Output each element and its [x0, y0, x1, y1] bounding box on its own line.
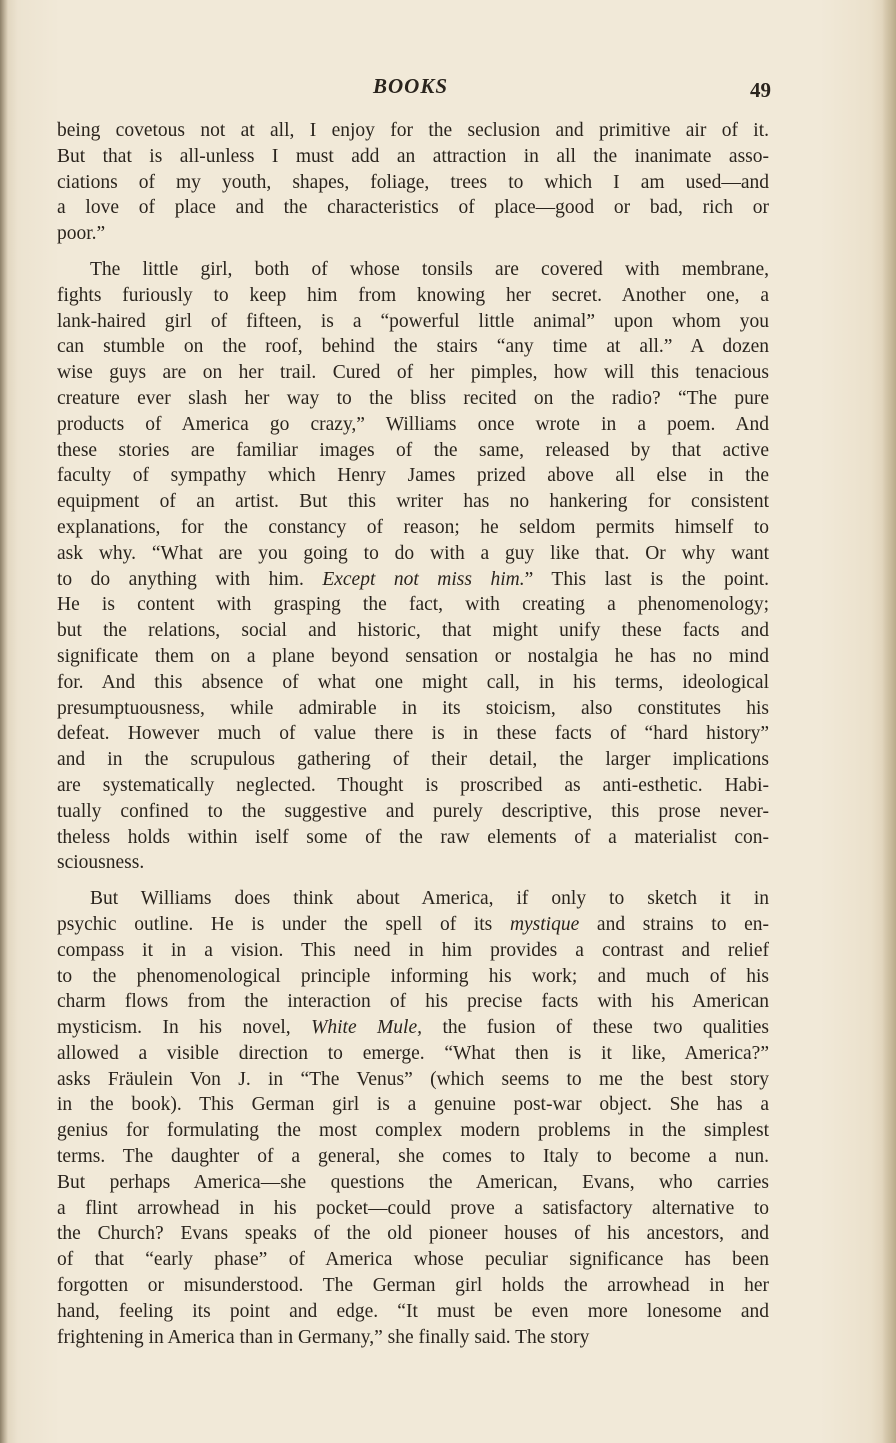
text-line: But perhaps America—she questions the American, Evans, who carries: [57, 1171, 769, 1193]
paragraph-gap: [57, 876, 769, 886]
paragraph: [57, 257, 769, 876]
text-line: frightening in America than in Germany,” she finally said. The story: [57, 1326, 590, 1348]
text-line: to do anything with him. Except not miss him.” This last is the point.: [57, 568, 770, 590]
text-line: He is content with grasping the fact, with creating a phenomenology;: [57, 594, 769, 616]
text-line: to the phenomenological principle informing his work; and much of his: [57, 965, 769, 987]
text-line: faculty of sympathy which Henry James prized above all else in the: [57, 465, 769, 487]
text-line: presumptuousness, while admirable in its stoicism, also constitutes his: [57, 697, 769, 719]
running-head: [0, 74, 896, 104]
text-line: lank-haired girl of fifteen, is a “powerful little animal” upon whom you: [57, 310, 769, 332]
text-line: wise guys are on her trail. Cured of her pimples, how will this tenacious: [57, 362, 769, 384]
text-line: asks Fräulein Von J. in “The Venus” (which seems to me the best story: [57, 1068, 769, 1090]
page-edge: [882, 0, 896, 1443]
text-line: But that is all-unless I must add an attraction in all the inanimate asso-: [57, 145, 769, 167]
text-line: fights furiously to keep him from knowing her secret. Another one, a: [57, 284, 769, 306]
text-line: The little girl, both of whose tonsils are covered with membrane,: [90, 258, 769, 280]
text-line: mysticism. In his novel, White Mule, the fusion of these two qualities: [57, 1017, 769, 1039]
text-line: genius for formulating the most complex modern problems in the simplest: [57, 1120, 769, 1142]
text-line: defeat. However much of value there is in these facts of “hard history”: [57, 723, 769, 745]
paragraph: [57, 118, 769, 247]
text-line: forgotten or misunderstood. The German girl holds the arrowhead in her: [57, 1275, 769, 1297]
text-line: for. And this absence of what one might call, in his terms, ideological: [57, 671, 769, 693]
text-line: psychic outline. He is under the spell of its mystique and strains to en-: [57, 913, 770, 935]
text-line: poor.”: [57, 223, 106, 245]
text-line: explanations, for the constancy of reason; he seldom permits himself to: [57, 516, 769, 538]
text-line: charm flows from the interaction of his precise facts with his American: [57, 991, 769, 1013]
page-number: 49: [750, 78, 771, 102]
text-line: being covetous not at all, I enjoy for the seclusion and primitive air of it.: [57, 120, 769, 141]
text-line: hand, feeling its point and edge. “It must be even more lonesome and: [57, 1300, 769, 1322]
text-line: but the relations, social and historic, that might unify these facts and: [57, 620, 769, 642]
text-line: significate them on a plane beyond sensation or nostalgia he has no mind: [57, 645, 769, 667]
text-line: and in the scrupulous gathering of their detail, the larger implications: [57, 749, 769, 771]
text-line: theless holds within iself some of the raw elements of a materialist con-: [57, 826, 769, 848]
body-text: [57, 118, 769, 1350]
text-line: of that “early phase” of America whose peculiar significance has been: [57, 1249, 769, 1271]
text-line: creature ever slash her way to the bliss recited on the radio? “The pure: [57, 387, 769, 409]
text-line: in the book). This German girl is a genuine post-war object. She has a: [57, 1094, 769, 1116]
text-line: equipment of an artist. But this writer has no hankering for consistent: [57, 491, 769, 513]
paragraph-gap: [57, 247, 769, 257]
text-line: a flint arrowhead in his pocket—could prove a satisfactory alternative to: [57, 1197, 769, 1219]
text-line: compass it in a vision. This need in him provides a contrast and relief: [57, 939, 769, 961]
text-line: ask why. “What are you going to do with a guy like that. Or why want: [57, 542, 769, 564]
running-title: BOOKS: [373, 74, 449, 98]
text-line: sciousness.: [57, 852, 145, 874]
text-line: allowed a visible direction to emerge. “What then is it like, America?”: [57, 1042, 769, 1064]
text-line: products of America go crazy,” Williams once wrote in a poem. And: [57, 413, 769, 435]
text-line: terms. The daughter of a general, she comes to Italy to become a nun.: [57, 1146, 769, 1168]
text-line: can stumble on the roof, behind the stairs “any time at all.” A dozen: [57, 336, 769, 358]
text-line: But Williams does think about America, if only to sketch it in: [90, 888, 769, 910]
spine-shadow: [0, 0, 8, 1443]
text-line: these stories are familiar images of the same, released by that active: [57, 439, 769, 461]
text-line: a love of place and the characteristics of place—good or bad, rich or: [57, 197, 769, 219]
text-line: the Church? Evans speaks of the old pioneer houses of his ancestors, and: [57, 1223, 769, 1245]
text-line: are systematically neglected. Thought is proscribed as anti-esthetic. Habi-: [57, 774, 769, 796]
paragraph: [57, 886, 769, 1350]
text-line: ciations of my youth, shapes, foliage, trees to which I am used—and: [57, 171, 769, 193]
text-line: tually confined to the suggestive and purely descriptive, this prose never-: [57, 800, 769, 822]
